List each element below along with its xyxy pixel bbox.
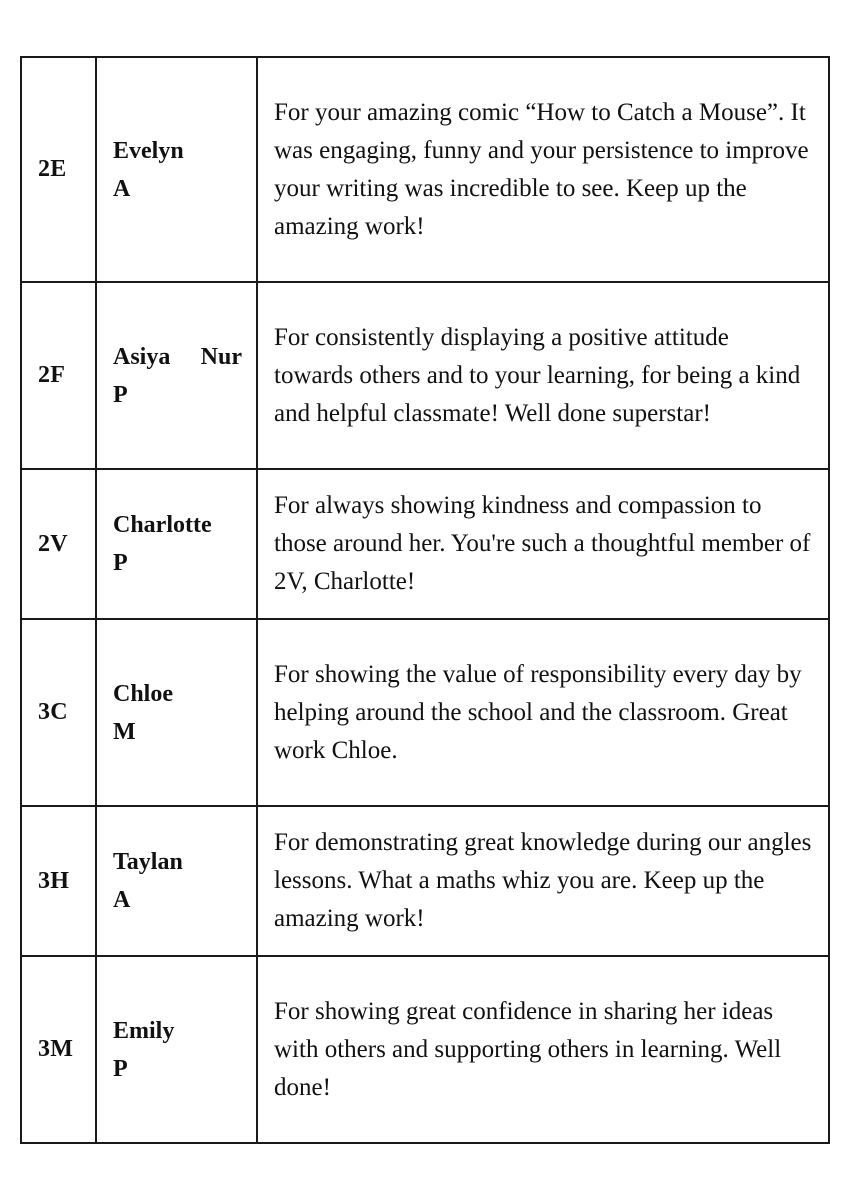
class-cell: 3H [21,806,96,956]
class-cell: 3M [21,956,96,1143]
student-first-name: Asiya Nur [113,343,242,370]
table-row [21,956,829,1143]
table-row [21,57,829,282]
awards-table [20,56,830,1144]
table-row [21,619,829,806]
student-first-name: Evelyn [113,137,184,164]
student-last-initial: A [113,887,131,913]
student-first-name: Chloe [113,680,173,707]
student-name-cell [96,806,257,956]
class-cell: 2V [21,469,96,619]
student-first-name: Charlotte [113,512,212,538]
award-reason: For your amazing comic “How to Catch a Mouse”. It was engaging, funny and your persistence to improve your writing was incredible to see. Keep up the amazing work! [257,57,829,282]
table-row [21,806,829,956]
student-name-cell [96,282,257,469]
class-cell: 2E [21,57,96,282]
student-last-initial: P [113,550,128,576]
award-reason: For always showing kindness and compassion to those around her. You're such a thoughtful member of 2V, Charlotte! [257,469,829,619]
student-last-initial: M [113,718,136,745]
student-name-cell [96,956,257,1143]
table-row [21,469,829,619]
student-first-name: Taylan [113,849,183,875]
class-cell: 2F [21,282,96,469]
table-row [21,282,829,469]
award-reason: For demonstrating great knowledge during our angles lessons. What a maths whiz you are. Keep up the amazing work! [257,806,829,956]
student-first-name: Emily [113,1017,175,1044]
award-reason: For showing the value of responsibility every day by helping around the school and the classroom. Great work Chloe. [257,619,829,806]
student-name-cell [96,57,257,282]
award-reason: For consistently displaying a positive attitude towards others and to your learning, for being a kind and helpful classmate! Well done superstar! [257,282,829,469]
student-last-initial: P [113,1055,128,1082]
award-reason: For showing great confidence in sharing her ideas with others and supporting others in learning. Well done! [257,956,829,1143]
student-last-initial: A [113,175,131,202]
class-cell: 3C [21,619,96,806]
student-last-initial: P [113,381,128,408]
student-name-cell [96,619,257,806]
student-name-cell [96,469,257,619]
